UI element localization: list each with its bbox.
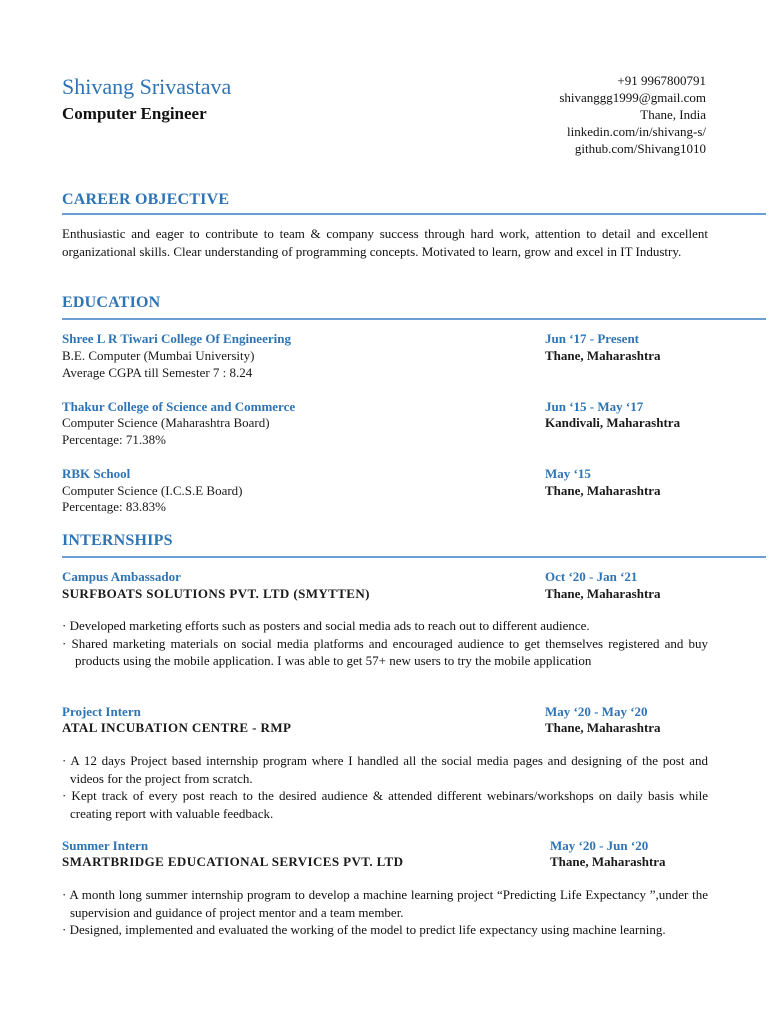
list-item: · Shared marketing materials on social media platforms and encouraged audience to get themselves registered and buy products using the mobile application. I was able to get 57+ new users to try the mobile application — [62, 635, 708, 668]
school-name: RBK School — [62, 466, 131, 481]
degree: Computer Science (I.C.S.E Board) — [62, 483, 243, 498]
list-item: · A month long summer internship program to develop a machine learning project “Predicting Life Expectancy ”,under the supervision and guidance of project mentor and a team member. — [62, 887, 708, 920]
section-title: EDUCATION — [62, 294, 161, 311]
internship-bullets — [62, 752, 708, 822]
score-text: Percentage: 83.83% — [62, 499, 166, 514]
education-date: Jun ‘17 - Present — [545, 331, 640, 346]
section-career-objective — [62, 191, 766, 209]
location: Thane, India — [640, 107, 706, 122]
internship-bullets — [62, 886, 708, 939]
objective-text: Enthusiastic and eager to contribute to team & company success through hard work, attention to detail and excellent organizational skills. Clear understanding of programming concepts. Motivated to learn, grow and excel in IT Industry. — [62, 226, 708, 259]
internship-date: May ‘20 - Jun ‘20 — [550, 838, 649, 853]
phone: +91 9967800791 — [617, 73, 706, 88]
company-name: SMARTBRIDGE EDUCATIONAL SERVICES PVT. LTD — [62, 854, 404, 869]
internship-role: Project Intern — [62, 704, 141, 719]
degree: B.E. Computer (Mumbai University) — [62, 348, 255, 363]
section-title: INTERNSHIPS — [62, 532, 173, 549]
internship-location: Thane, Maharashtra — [545, 586, 661, 601]
score-text: Percentage: 71.38% — [62, 432, 166, 447]
section-internships — [62, 532, 766, 550]
education-date: May ‘15 — [545, 466, 591, 481]
list-item: · Kept track of every post reach to the desired audience & attended different webinars/workshops on daily basis while creating report with valuable feedback. — [62, 788, 708, 821]
internship-date: Oct ‘20 - Jan ‘21 — [545, 569, 638, 584]
internship-date: May ‘20 - May ‘20 — [545, 704, 648, 719]
candidate-name: Shivang Srivastava — [62, 74, 232, 99]
company-name: ATAL INCUBATION CENTRE - RMP — [62, 720, 292, 735]
internship-role: Summer Intern — [62, 838, 149, 853]
github-link[interactable]: github.com/Shivang1010 — [574, 141, 706, 156]
company-name: SURFBOATS SOLUTIONS PVT. LTD (SMYTTEN) — [62, 586, 370, 601]
section-divider — [62, 213, 766, 215]
section-divider — [62, 318, 766, 320]
education-date: Jun ‘15 - May ‘17 — [545, 399, 644, 414]
linkedin-link[interactable]: linkedin.com/in/shivang-s/ — [566, 124, 706, 139]
school-name: Shree L R Tiwari College Of Engineering — [62, 331, 291, 346]
education-location: Thane, Maharashtra — [545, 348, 661, 363]
internship-location: Thane, Maharashtra — [545, 720, 661, 735]
education-location: Thane, Maharashtra — [545, 483, 661, 498]
score-text: Average CGPA till Semester 7 : 8.24 — [62, 365, 253, 380]
section-divider — [62, 556, 766, 558]
internship-role: Campus Ambassador — [62, 569, 181, 584]
list-item: · Designed, implemented and evaluated the working of the model to predict life expectancy using machine learning. — [62, 922, 666, 937]
list-item: · A 12 days Project based internship program where I handled all the social media pages and designing of the post and videos for the project from scratch. — [62, 753, 708, 786]
list-item: · Developed marketing efforts such as posters and social media ads to reach out to different audience. — [62, 618, 590, 633]
internship-location: Thane, Maharashtra — [550, 854, 666, 869]
contact-block — [559, 72, 706, 157]
degree: Computer Science (Maharashtra Board) — [62, 415, 270, 430]
email[interactable]: shivanggg1999@gmail.com — [559, 90, 706, 105]
education-location: Kandivali, Maharashtra — [545, 415, 681, 430]
candidate-role: Computer Engineer — [62, 104, 207, 123]
section-education — [62, 294, 766, 312]
school-name: Thakur College of Science and Commerce — [62, 399, 296, 414]
section-title: CAREER OBJECTIVE — [62, 191, 230, 208]
internship-bullets — [62, 617, 708, 670]
